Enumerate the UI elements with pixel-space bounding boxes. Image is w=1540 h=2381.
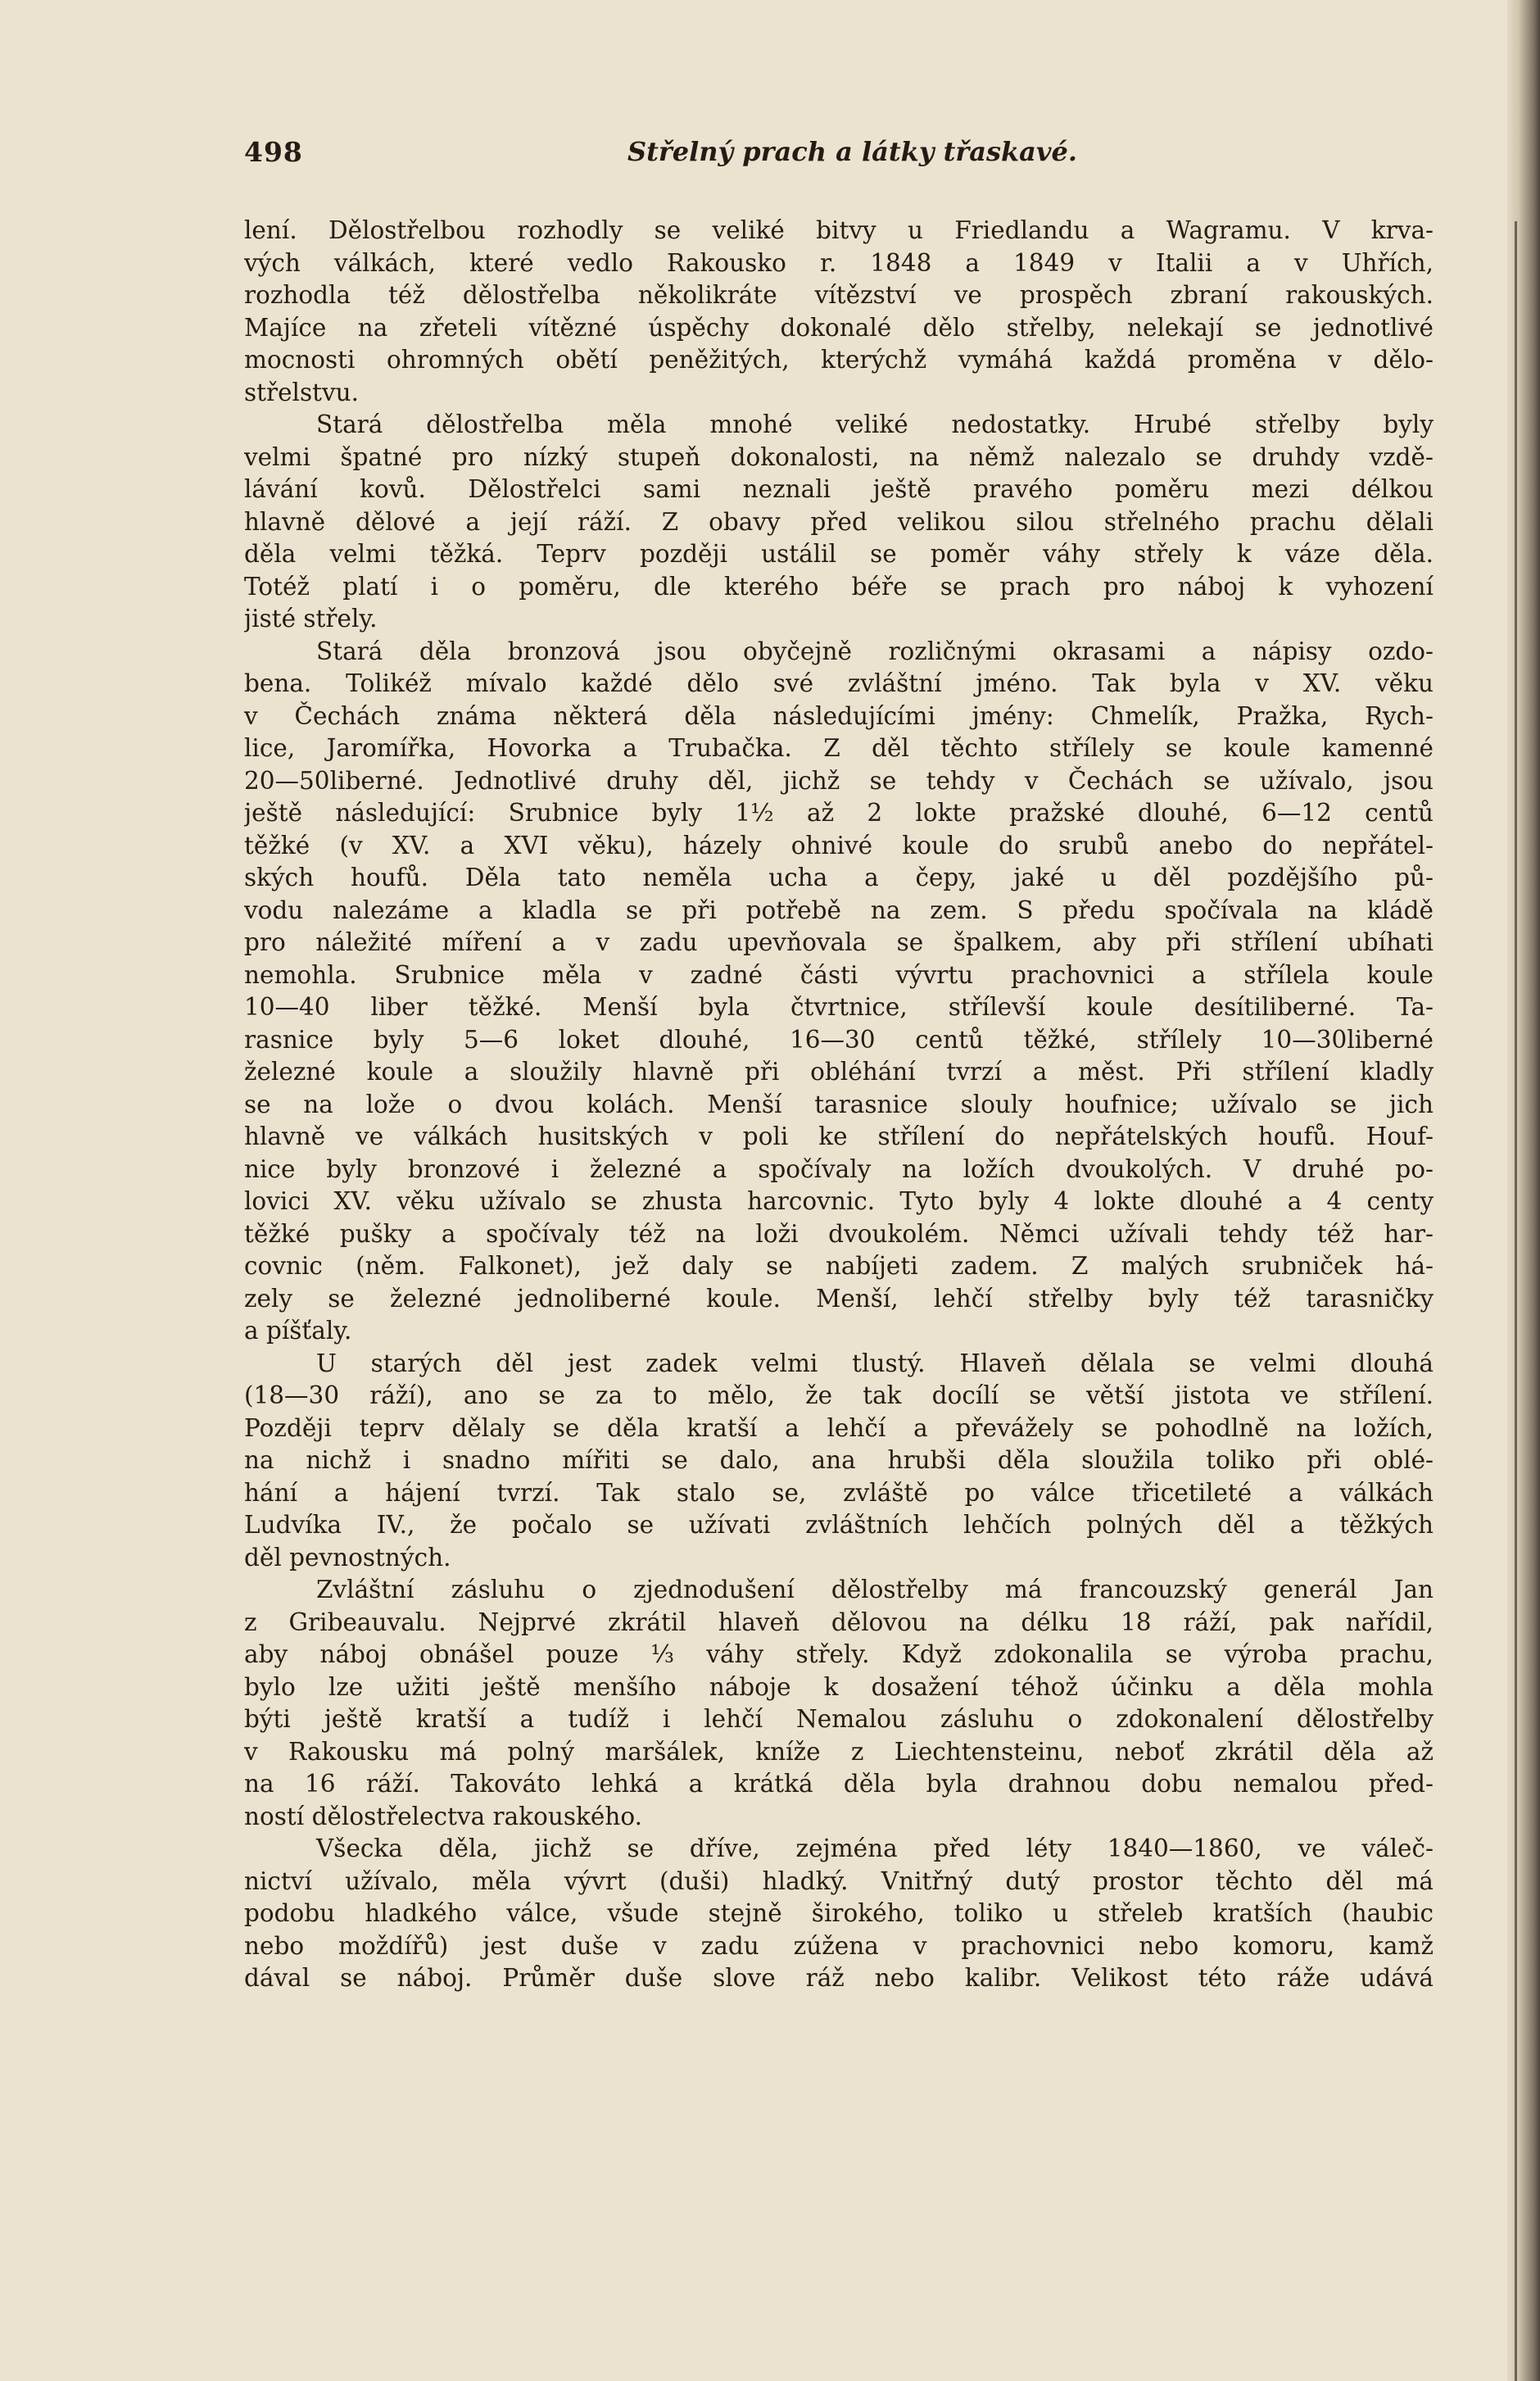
- text-line: Ludvíka IV., že počalo se užívati zvláštních lehčích polných děl a těžkých: [244, 1511, 1434, 1539]
- page-header: [244, 136, 1432, 175]
- text-line: dával se náboj. Průměr duše slove ráž nebo kalibr. Velikost této ráže udává: [244, 1964, 1434, 1992]
- text-line: bena. Tolikéž mívalo každé dělo své zvláštní jméno. Tak byla v XV. věku: [244, 669, 1434, 697]
- text-line: železné koule a sloužily hlavně při obléhání tvrzí a měst. Při střílení kladly: [244, 1058, 1434, 1086]
- text-line: nemohla. Srubnice měla v zadné části vývrtu prachovnici a střílela koule: [244, 960, 1434, 989]
- text-line: jisté střely.: [244, 605, 378, 633]
- text-line: 10—40 liber těžké. Menší byla čtvrtnice, střílevší koule desítiliberné. Ta-: [244, 993, 1434, 1021]
- text-line: (18—30 ráží), ano se za to mělo, že tak docílí se větší jistota ve střílení.: [244, 1381, 1434, 1409]
- text-line: lávání kovů. Dělostřelci sami neznali ještě pravého poměru mezi délkou: [244, 475, 1434, 503]
- text-line: v Rakousku má polný maršálek, kníže z Liechtensteinu, neboť zkrátil děla až: [244, 1737, 1434, 1766]
- text-line: lovici XV. věku užívalo se zhusta harcovnic. Tyto byly 4 lokte dlouhé a 4 centy: [244, 1187, 1434, 1215]
- text-line: na nichž i snadno mířiti se dalo, ana hrubši děla sloužila toliko při oblé-: [244, 1446, 1434, 1474]
- text-line: aby náboj obnášel pouze ⅓ váhy střely. Když zdokonalila se výroba prachu,: [244, 1640, 1434, 1668]
- text-line: děla velmi těžká. Teprv později ustálil se poměr váhy střely k váze děla.: [244, 540, 1434, 568]
- text-line: zely se železné jednoliberné koule. Menší, lehčí střelby byly též tarasničky: [244, 1284, 1434, 1313]
- text-line: ností dělostřelectva rakouského.: [244, 1802, 642, 1830]
- running-title: Střelný prach a látky třaskavé.: [627, 136, 1077, 167]
- text-line: Totéž platí i o poměru, dle kterého béře se prach pro náboj k vyhození: [244, 572, 1434, 601]
- text-line: býti ještě kratší a tudíž i lehčí Nemalou zásluhu o zdokonalení dělostřelby: [244, 1705, 1434, 1733]
- text-line: Majíce na zřeteli vítězné úspěchy dokonalé dělo střelby, nelekají se jednotlivé: [244, 313, 1434, 342]
- text-line: hlavně dělové a její ráží. Z obavy před velikou silou střelného prachu dělali: [244, 507, 1434, 536]
- text-line: velmi špatné pro nízký stupeň dokonalosti, na němž nalezalo se druhdy vzdě-: [244, 442, 1434, 471]
- text-line: děl pevnostných.: [244, 1543, 451, 1571]
- text-line: covnic (něm. Falkonet), jež daly se nabíjeti zadem. Z malých srubniček há-: [244, 1252, 1434, 1280]
- text-line: hání a hájení tvrzí. Tak stalo se, zvláště po válce třicetileté a válkách: [244, 1478, 1434, 1507]
- text-line: U starých děl jest zadek velmi tlustý. Hlaveň dělala se velmi dlouhá: [316, 1349, 1434, 1377]
- body-text: [244, 215, 1434, 1995]
- text-line: z Gribeauvalu. Nejprvé zkrátil hlaveň dělovou na délku 18 ráží, pak nařídil,: [244, 1608, 1434, 1636]
- text-line: nice byly bronzové i železné a spočívaly na ložích dvoukolých. V druhé po-: [244, 1154, 1434, 1183]
- text-line: rozhodla též dělostřelba několikráte vítězství ve prospěch zbraní rakouských.: [244, 281, 1434, 309]
- text-line: podobu hladkého válce, všude stejně širokého, toliko u střeleb kratších (haubic: [244, 1899, 1434, 1927]
- text-line: Stará dělostřelba měla mnohé veliké nedostatky. Hrubé střelby byly: [316, 410, 1434, 438]
- text-line: bylo lze užiti ještě menšího náboje k dosažení téhož účinku a děla mohla: [244, 1672, 1434, 1701]
- text-line: těžké (v XV. a XVI věku), házely ohnivé koule do srubů anebo do nepřátel-: [244, 831, 1434, 859]
- text-line: nebo moždířů) jest duše v zadu zúžena v prachovnici nebo komoru, kamž: [244, 1931, 1434, 1960]
- text-line: rasnice byly 5—6 loket dlouhé, 16—30 centů těžké, střílely 10—30liberné: [244, 1025, 1434, 1054]
- text-line: Zvláštní zásluhu o zjednodušení dělostřelby má francouzský generál Jan: [316, 1576, 1434, 1603]
- text-line: mocnosti ohromných obětí peněžitých, kterýchž vymáhá každá proměna v dělo-: [244, 346, 1434, 374]
- text-line: střelstvu.: [244, 378, 360, 406]
- text-line: hlavně ve válkách husitských v poli ke střílení do nepřátelských houfů. Houf-: [244, 1122, 1434, 1150]
- text-line: v Čechách známa některá děla následujícími jmény: Chmelík, Pražka, Rych-: [244, 701, 1434, 730]
- binding-shadow: [1507, 0, 1540, 2381]
- text-line: nictví užívalo, měla vývrt (duši) hladký. Vnitřný dutý prostor těchto děl má: [244, 1866, 1434, 1895]
- text-line: Všecka děla, jichž se dříve, zejména před léty 1840—1860, ve váleč-: [316, 1835, 1434, 1862]
- page-number: 498: [244, 136, 303, 168]
- text-line: vých válkách, které vedlo Rakousko r. 1848 a 1849 v Italii a v Uhřích,: [244, 248, 1434, 277]
- text-line: Později teprv dělaly se děla kratší a lehčí a převážely se pohodlně na ložích,: [244, 1413, 1434, 1442]
- text-line: ských houfů. Děla tato neměla ucha a čepy, jaké u děl pozdějšího pů-: [244, 864, 1434, 891]
- text-line: 20—50liberné. Jednotlivé druhy děl, jichž se tehdy v Čechách se užívalo, jsou: [244, 766, 1434, 795]
- text-line: pro náležité míření a v zadu upevňovala se špalkem, aby při střílení ubíhati: [244, 928, 1434, 956]
- text-line: ještě následující: Srubnice byly 1½ až 2 lokte pražské dlouhé, 6—12 centů: [244, 799, 1434, 827]
- text-line: lení. Dělostřelbou rozhodly se veliké bitvy u Friedlandu a Wagramu. V krva-: [244, 216, 1434, 244]
- page-edge: [1515, 221, 1517, 2381]
- text-line: těžké pušky a spočívaly též na loži dvoukolém. Němci užívali tehdy též har-: [244, 1219, 1434, 1248]
- text-line: se na lože o dvou kolách. Menší tarasnice slouly houfnice; užívalo se jich: [244, 1090, 1434, 1118]
- text-line: lice, Jaromířka, Hovorka a Trubačka. Z děl těchto střílely se koule kamenné: [244, 734, 1434, 762]
- text-line: na 16 ráží. Takováto lehká a krátká děla byla drahnou dobu nemalou před-: [244, 1770, 1434, 1798]
- text-line: a píšťaly.: [244, 1317, 352, 1345]
- text-line: Stará děla bronzová jsou obyčejně rozličnými okrasami a nápisy ozdo-: [316, 637, 1434, 665]
- text-line: vodu nalezáme a kladla se při potřebě na zem. S předu spočívala na kládě: [244, 896, 1434, 924]
